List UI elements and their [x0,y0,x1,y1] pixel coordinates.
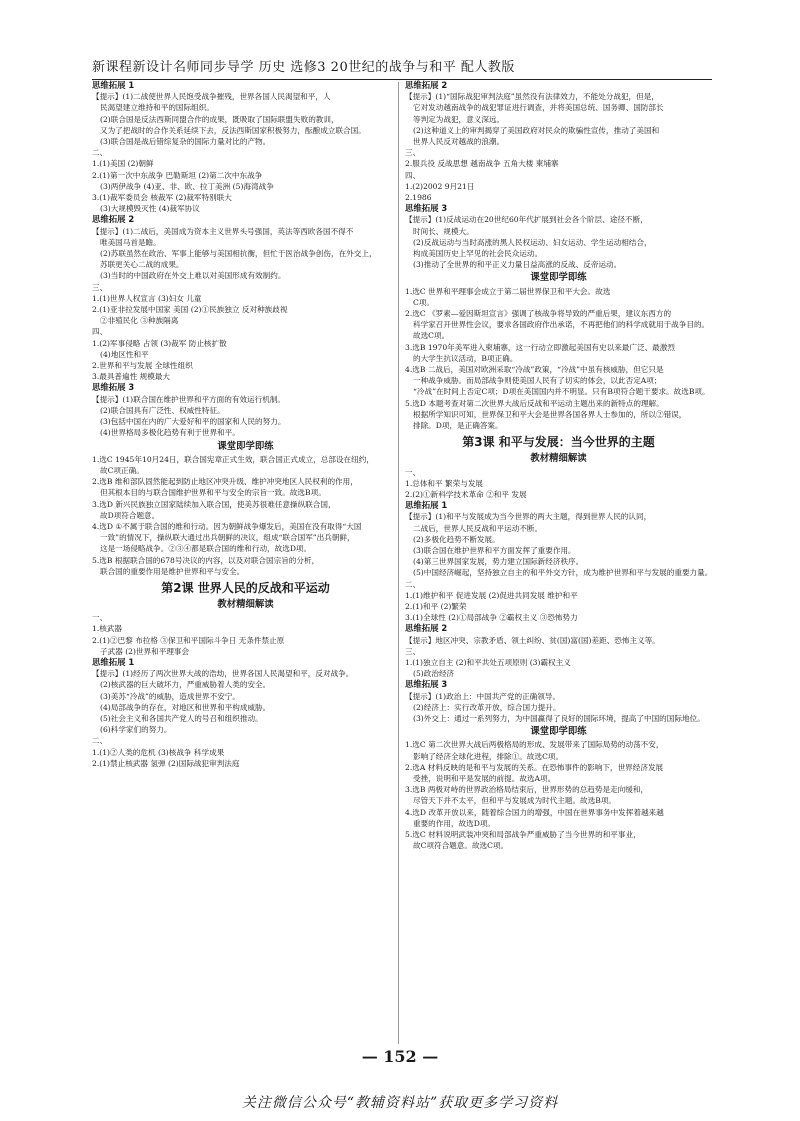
text-line: 3.选B 1970年美军进入柬埔寨，这一行动立即激起美国有史以来最广泛、最激烈 [405,342,675,352]
text-line: 5.选B 根据联合国的678号决议的内容，以及对联合国宗旨的分析， [92,555,320,565]
text-line: 1.选C 世界和平理事会成立于第二届世界保卫和平大会。故选 [405,286,611,296]
text-line: 2.(1)禁止核武器 氢弹 (2)国际战犯审判法庭 [92,758,240,768]
text-line: 故选C项。 [413,331,450,341]
text-line: 二、 [92,736,108,746]
section-heading: 思维拓展 2 [92,214,135,225]
text-line: 故C项符合题意。故选C项。 [413,841,509,851]
text-line: 尽管天下并不太平，但和平与发展成为时代主题。故选B项。 [413,796,617,806]
text-line: 1.(1)独立自主 (2)和平共处五项原则 (3)霸权主义 [405,657,571,667]
text-line: 三、 [92,282,108,292]
subsection-title: 课堂即学即练 [530,272,587,284]
text-line: (6)科学家们的努力。 [100,725,172,735]
text-line: (3)联合国在维护世界和平方面发挥了重要作用。 [413,545,576,555]
section-heading: 思维拓展 1 [92,656,135,667]
text-line: 影响了经济全球化进程，排除①。故选C项。 [413,751,564,761]
text-line: 一种战争威胁。而局部战争则使美国人民有了切实的体会，以此否定A项； [413,376,662,386]
text-line: 1.选C 第二次世界大战后两极格局的形成、发展带来了国际局势的动荡不安， [405,740,664,750]
text-line: 【提示】(1)反战运动在20世纪60年代扩展到社会各个阶层、途径不断， [405,215,648,225]
text-line: 3.选B 两极对峙的世界政治格局结束后，世界形势的总趋势是走向缓和， [405,785,649,795]
text-line: 但其根本目的与联合国维护世界和平与安全的宗旨一致。故选B项。 [100,488,326,498]
lesson-title: 第2课 世界人民的反战和平运动 [161,580,330,595]
text-line: 时间长、规模大。 [413,226,474,236]
text-line: 科学家召开世界性会议，要求各国政府作出承诺，不再把他们的科学成就用于战争目的。 [413,320,710,330]
text-line: 等判定为战犯，意义深远。 [413,114,505,124]
text-line: 3.(1)全球性 (2)①局部战争 ②霸权主义 ③恐怖势力 [405,613,578,623]
text-line: 故D项符合题意。 [100,510,160,520]
text-line: (5)政治经济 [413,669,455,679]
text-line: 故C项正确。 [100,465,144,475]
text-line: 2.(1)和平 (2)繁荣 [405,601,467,611]
text-line: 唯美国马首是瞻。 [100,237,161,247]
text-line: 2.服兵役 反战思想 越南战争 五角大楼 柬埔寨 [405,159,559,169]
text-line: (3)美苏“冷战”的威胁，造成世界不安宁。 [100,691,241,701]
subsection-title: 教材精细解读 [530,453,587,465]
text-line: 【提示】(1)二战使世界人民饱受战争摧残，世界各国人民渴望和平，人 [92,92,331,102]
text-line: 【提示】(1)二战后，美国成为资本主义世界头号强国，英法等西欧各国不得不 [92,226,354,236]
text-line: 4.选D 改革开放以来，随着综合国力的增强，中国在世界事务中发挥着越来越 [405,807,664,817]
text-line: 2.(1)第一次中东战争 巴勒斯坦 (2)第二次中东战争 [92,170,263,180]
text-line: (2)核武器的巨大破坏力，严重威胁着人类的安全。 [100,680,271,690]
text-line: (2)经济上：实行改革开放，综合国力提升。 [413,702,561,712]
section-heading: 思维拓展 2 [405,623,448,634]
text-line: 2.选C 《罗素—爱因斯坦宣言》强调了核战争将导致的严重后果，建议东西方的 [405,309,672,319]
text-line: 4.选B 二战后，美国对欧洲采取“冷战”政策，“冷战”中虽有核威胁，但它只是 [405,365,664,375]
text-line: 排除。D项，是正确答案。 [413,421,503,431]
text-line: “冷战”在时间上否定C项；D项在美国国内并不明显。只有B项符合题干要求。故选B项。 [413,387,710,397]
text-line: 又为了把战时的合作关系延续下去，反法西斯国家积极努力，酝酿成立联合国。 [100,125,366,135]
section-heading: 思维拓展 2 [405,80,448,90]
text-line: 2.(1)②巴黎 布拉格 ③保卫和平国际斗争日 无条件禁止原 [92,635,285,645]
text-line: 3.(1)裁军委员会 核裁军 (2)裁军特别联大 [92,193,232,203]
text-line: (2)苏联虽然在政治、军事上能够与美国相抗衡，但忙于医治战争创伤，在外交上， [100,249,377,259]
right-column [405,80,712,851]
text-line: 世界人民反对越战的浪潮。 [413,137,505,147]
section-heading: 思维拓展 1 [405,500,448,511]
text-line: 的大学生抗议活动，B项正确。 [413,353,518,363]
text-line: 【提示】(1)和平与发展成为当今世界的两大主题，得到世界人民的认同， [405,512,652,522]
text-line: 民渴望建立维持和平的国际组织。 [100,103,214,113]
text-line: (3)外交上：通过一系列努力，为中国赢得了良好的国际环境，提高了中国的国际地位。 [413,713,705,723]
text-line: (4)地区性和平 [100,349,149,359]
text-line: 1.总体和平 繁荣与发展 [405,478,484,488]
text-line: 一、 [405,467,421,477]
text-line: (4)第三世界国家发展，势力建立国际新经济秩序。 [413,557,584,567]
text-line: 【提示】(1)政治上：中国共产党的正确领导。 [405,691,561,701]
text-line: 4.选D ①不属于联合国的维和行动。因为朝鲜战争爆发后，美国在没有取得“大国 [92,521,362,531]
text-line: (2)多极化趋势不断发展。 [413,534,500,544]
text-line: 1.选C 1945年10月24日，联合国宪章正式生效，联合国正式成立，总部设在纽约， [92,454,374,464]
text-line: 一、 [92,613,108,623]
text-line: 受挫，说明和平是发展的前提。故选A项。 [413,773,556,783]
text-line: 5.选C 材料说明武装冲突和局部战争严重威胁了当今世界的和平事业， [405,830,641,839]
text-line: (4)局部战争的存在，对地区和世界和平构成威胁。 [100,702,271,712]
text-line: 一致”的情况下，操纵联大通过出兵朝鲜的决议，组成“联合国军”出兵朝鲜， [100,533,355,543]
text-line: 二、 [405,579,421,589]
text-line: 根据所学知识可知，世界保卫和平大会是世界各国各界人士参加的，所以②错误， [413,409,687,419]
text-line: ②非殖民化 ③种族隔离 [100,316,179,326]
section-heading: 思维拓展 3 [92,382,135,393]
text-line: 它对发动越南战争的战犯罪证进行调查，并将美国总统、国务卿、国防部长 [413,103,664,113]
text-line: 2.(2)①新科学技术革命 ②和平 发展 [405,489,527,499]
text-line: 【提示】(1)经历了两次世界大战的浩劫，世界各国人民渴望和平，反对战争。 [92,669,354,679]
lesson-title: 第3课 和平与发展：当今世界的主题 [462,435,655,450]
running-header: 新课程新设计名师同步导学 历史 选修3 20世纪的战争与和平 配人教版 [92,56,712,80]
text-line: 这是一场侵略战争。②③④都是联合国的维和行动，故选D项。 [100,544,312,554]
text-line: (3)当时的中国政府在外交上难以对美国形成有效制约。 [100,271,286,281]
text-line: 3.选D 新兴民族独立国家陆续加入联合国，使美苏很难任意操纵联合国， [92,499,336,509]
subsection-title: 课堂即学即练 [530,726,587,738]
section-heading: 思维拓展 3 [405,679,448,690]
text-line: C项。 [413,297,434,307]
section-heading: 思维拓展 3 [405,203,448,214]
text-line: 2.1986 [405,193,432,203]
footer-watermark: 关注微信公众号“教辅资料站”获取更多学习资料 [241,1095,559,1111]
text-line: (2)联合国是反法西斯同盟合作的成果，既吸取了国际联盟失败的教训， [100,114,339,124]
text-line: 1.(2)军事侵略 占领 (3)裁军 防止核扩散 [92,338,227,348]
text-line: 2.选A 材料反映的是和平与发展的关系。在恐怖事件的影响下，世界经济发展 [405,762,664,772]
text-line: (2)这种道义上的审判揭穿了美国政府对民众的欺骗性宣传，推动了美国和 [413,125,660,135]
text-line: 1.(1)美国 (2)朝鲜 [92,159,154,169]
text-line: (4)世界格局多极化趋势有利于世界和平。 [100,428,240,438]
text-line: 2.选B 维和部队固然能起到防止地区冲突升级、维护冲突地区人民权利的作用， [92,477,358,487]
text-line: 联合国的重要作用是维护世界和平与安全。 [100,566,245,576]
subsection-title: 课堂即学即练 [217,440,274,452]
text-line: 1.(1)世界人权宣言 (3)妇女 儿童 [92,293,202,303]
left-column [92,80,399,769]
text-line: 二、 [92,148,108,158]
text-line: 【提示】地区冲突、宗教矛盾、领土纠纷、贫(国)富(国)差距、恐怖主义等。 [405,635,660,645]
text-line: 1.(1)维护和平 促进发展 (2)促进共同发展 维护和平 [405,590,578,600]
text-line: 苏联更关心二战的成果。 [100,260,184,270]
text-line: 三、 [405,148,421,158]
subsection-title: 教材精细解读 [217,598,274,610]
text-line: 1.(2)2002 9月21日 [405,181,475,191]
page-number: — 152 — [361,1047,439,1066]
column-divider [398,82,399,1044]
text-line: (3)联合国是战后错综复杂的国际力量对比的产物。 [100,137,271,147]
text-line: 重要的作用，故选D项。 [413,818,496,828]
text-line: 3.最具普遍性 规模最大 [92,372,171,382]
text-line: (2)反战运动与当时高涨的黑人民权运动、妇女运动、学生运动相结合， [413,237,652,247]
text-line: (3)包括中国在内的广大爱好和平的国家和人民的努力。 [100,417,286,427]
text-line: 三、 [405,646,421,656]
text-line: 2.世界和平与发展 全球性组织 [92,361,193,371]
text-line: 【提示】(1)“国际战犯审判法庭”虽然没有法律效力，不能处分战犯，但是， [405,92,659,102]
section-heading: 思维拓展 1 [92,80,135,90]
text-line: (3)两伊战争 (4)亚、非、欧、拉丁美洲 (5)海湾战争 [100,181,274,191]
text-line: 四、 [92,327,108,337]
text-line: 2.(1)亚非拉发展中国家 美国 (2)①民族独立 反对种族歧视 [92,305,288,315]
text-line: 【提示】(1)联合国在维护世界和平方面的有效运行机制。 [92,394,286,404]
text-line: (3)推动了全世界的和平正义力量日益高涨的反战、反帝运动。 [413,260,622,270]
text-line: (5)中国经济崛起，坚持独立自主的和平外交方针，成为维护世界和平与发展的重要力量。 [413,568,712,578]
text-line: (3)大规模毁灭性 (4)裁军协议 [100,204,200,214]
text-line: 四、 [405,170,421,180]
text-line: 5.选D 本题考查对第二次世界大战后反战和平运动主题出来的新特点的理解。 [405,398,664,408]
text-line: (2)联合国具有广泛性、权威性特征。 [100,405,225,415]
text-line: 1.核武器 [92,624,123,634]
text-line: (5)社会主义和各国共产党人的号召和组织推动。 [100,713,263,723]
text-line: 1.(1)②人类的危机 (3)核战争 科学成果 [92,747,225,757]
text-line: 子武器 (2)世界和平理事会 [100,646,190,656]
text-line: 二战后，世界人民反战和平运动不断。 [413,523,543,533]
text-line: 构成美国历史上罕见的社会民众运动。 [413,249,543,259]
